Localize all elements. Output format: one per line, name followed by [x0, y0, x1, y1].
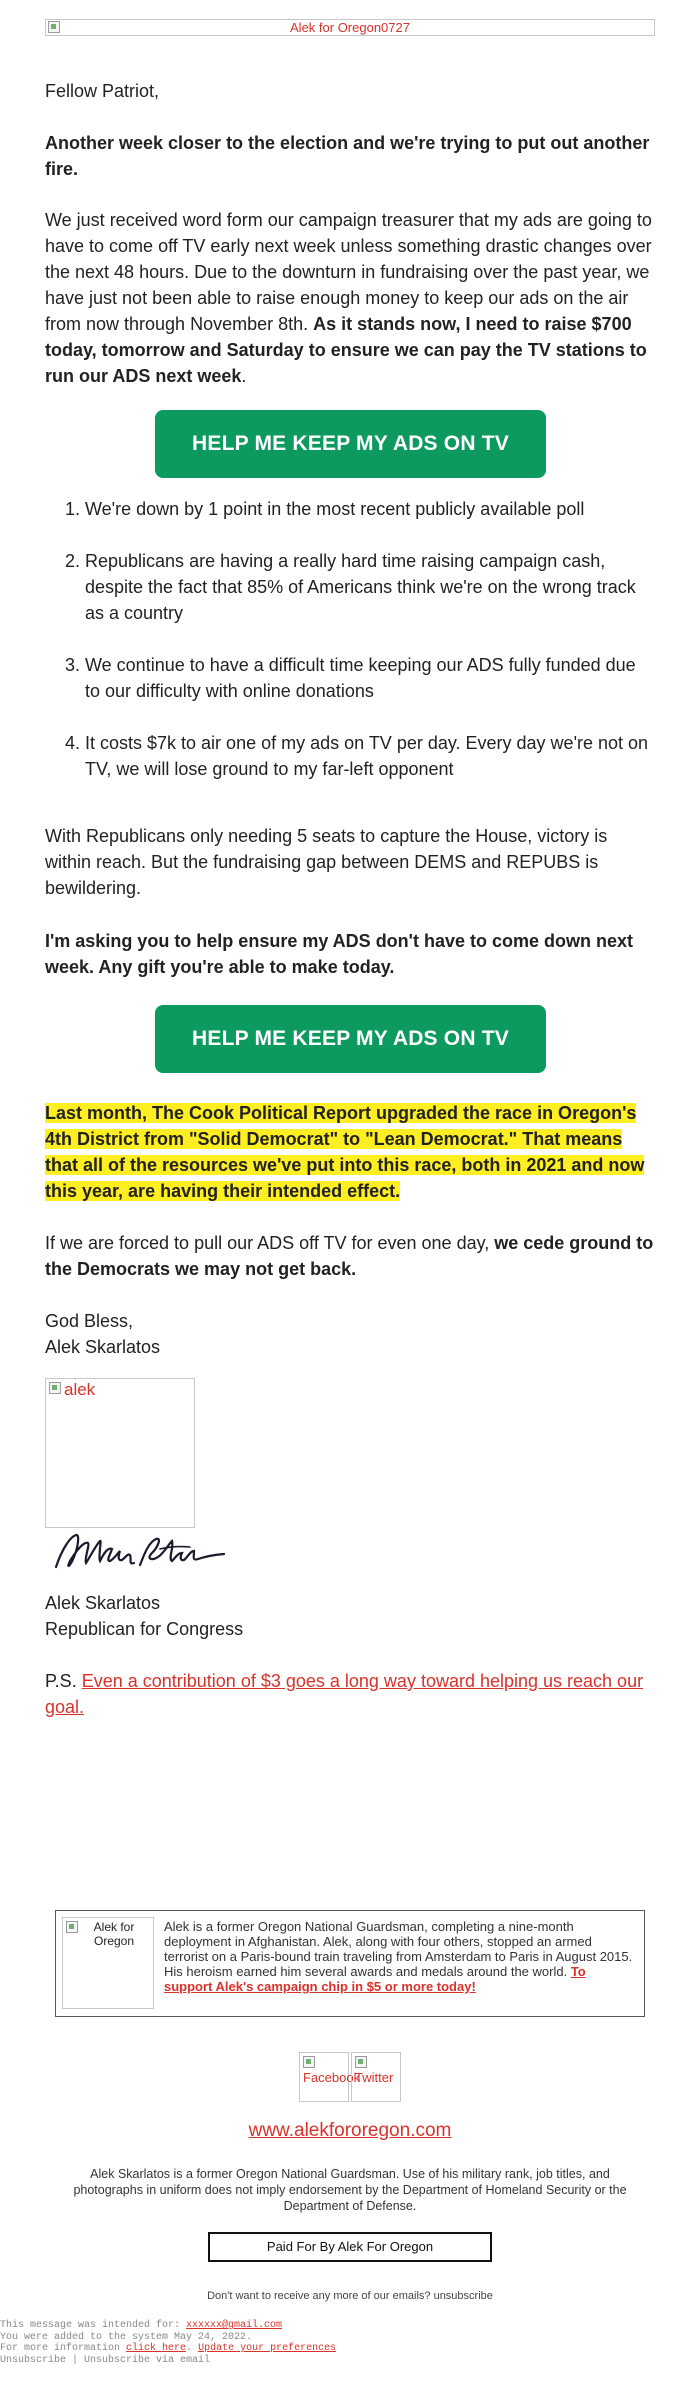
facebook-icon [303, 2056, 315, 2068]
paragraph-treasurer-bold: As it stands now, I need to raise $700 today, tomorrow and Saturday to ensure we can pay the TV stations to run our ADS next week [45, 314, 647, 386]
intended-label: This message was intended for: [0, 2320, 187, 2331]
highlight-text: Last month, The Cook Political Report upgraded the race in Oregon's 4th District from "Solid Democrat" to "Lean Democrat." That means that all of the resources we've put into this race, both in 2021 and now this year, are having their intended effect. [45, 1103, 645, 1201]
paragraph-treasurer-text: We just received word form our campaign treasurer that my ads are going to have to come off TV early next week unless something drastic changes over the next 48 hours. Due to the downturn in fundraising over the past year, we have just not been able to raise enough money to keep our ads on the air from now through November 8th. [45, 210, 652, 334]
list-item: 4. It costs $7k to air one of my ads on TV per day. Every day we're not on TV, we will lose ground to my far-left opponent [85, 730, 655, 782]
postscript [45, 1668, 655, 1720]
more-info-label: For more information [0, 2343, 127, 2354]
twitter-link[interactable] [351, 2052, 401, 2102]
handwritten-signature [48, 1527, 238, 1577]
intended-email-link[interactable]: xxxxxx@gmail.com [186, 2320, 283, 2331]
signer-name: Alek Skarlatos [45, 1337, 161, 1357]
ps-label: P.S. [45, 1671, 77, 1691]
bio-description: Alek is a former Oregon National Guardsman, completing a nine-month deployment in Afghanistan. Alek, along with four others, stopped an armed terrorist on a Paris-bound train traveling from Amsterdam to Paris in August 2015. His heroism earned him several awards and medals around the world. [164, 1919, 633, 1979]
footer-unsubscribe[interactable]: Unsubscribe | Unsubscribe via email [0, 2354, 211, 2366]
reasons-list [45, 496, 655, 808]
footer-meta [0, 2320, 336, 2366]
broken-image-icon [66, 1921, 78, 1933]
bio-text [164, 1919, 634, 1994]
website-link[interactable]: www.alekfororegon.com [248, 2120, 452, 2141]
intro-bold: Another week closer to the election and we're trying to put out another fire. [45, 133, 650, 179]
footer-added: You were added to the system May 24, 2022. [0, 2331, 253, 2343]
ask-bold: I'm asking you to help ensure my ADS don't have to come down next week. Any gift you're able to make today. [45, 931, 633, 977]
footer-more-info: For more information click here. Update your preferences [0, 2343, 337, 2354]
keep-ads-button-2[interactable]: HELP ME KEEP MY ADS ON TV [155, 1005, 546, 1073]
header-image-alt: Alek for Oregon0727 [290, 20, 410, 35]
paragraph-cede-ground [45, 1230, 655, 1282]
disclaimer: Alek Skarlatos is a former Oregon National Guardsman. Use of his military rank, job titles, and photographs in uniform does not imply endorsement by the Department of Homeland Security or the Department of Defense. [73, 2167, 627, 2213]
header-banner-image [45, 19, 655, 36]
bio-image-alt: Alek for Oregon [93, 1920, 135, 1948]
candidate-photo [45, 1378, 195, 1528]
paragraph-treasurer [45, 207, 655, 389]
paragraph-treasurer-end: . [241, 366, 247, 386]
cede-text: If we are forced to pull our ADS off TV for even one day, [45, 1233, 495, 1253]
twitter-label: Twitter [355, 2070, 394, 2085]
facebook-link[interactable] [299, 2052, 361, 2102]
click-here-link[interactable]: click here [126, 2343, 187, 2354]
paragraph-republicans: With Republicans only needing 5 seats to capture the House, victory is within reach. But the fundraising gap between DEMS and REPUBS is bewildering. [45, 826, 608, 898]
bio-box [55, 1910, 645, 2017]
keep-ads-button-1[interactable]: HELP ME KEEP MY ADS ON TV [155, 410, 546, 478]
bio-image [62, 1917, 154, 2009]
signature-name: Alek Skarlatos [45, 1593, 161, 1613]
bio-donate-link[interactable]: To support Alek's campaign chip in $5 or more today! [164, 1964, 586, 1994]
signoff: God Bless, [45, 1311, 134, 1331]
footer-intended [0, 2320, 336, 2332]
broken-image-icon [48, 21, 60, 33]
broken-image-icon [49, 1382, 61, 1394]
update-preferences-link[interactable]: Update your preferences [198, 2343, 337, 2354]
signature-title: Republican for Congress [45, 1619, 244, 1639]
twitter-icon [355, 2056, 367, 2068]
list-item: 2. Republicans are having a really hard time raising campaign cash, despite the fact that 85% of Americans think we're on the wrong track as a country [85, 548, 655, 626]
greeting: Fellow Patriot, [45, 81, 160, 101]
facebook-label: Facebook [303, 2070, 361, 2085]
ps-donate-link[interactable]: Even a contribution of $3 goes a long way toward helping us reach our goal. [45, 1671, 644, 1717]
photo-alt: alek [64, 1380, 96, 1399]
unsubscribe-line[interactable]: Don't want to receive any more of our emails? unsubscribe [207, 2290, 493, 2302]
highlight-paragraph [45, 1100, 655, 1204]
list-item: 1. We're down by 1 point in the most recent publicly available poll [85, 496, 655, 522]
cede-bold: we cede ground to the Democrats we may not get back. [45, 1233, 654, 1279]
list-item: 3. We continue to have a difficult time keeping our ADS fully funded due to our difficulty with online donations [85, 652, 655, 704]
paid-for-box: Paid For By Alek For Oregon [208, 2232, 492, 2262]
